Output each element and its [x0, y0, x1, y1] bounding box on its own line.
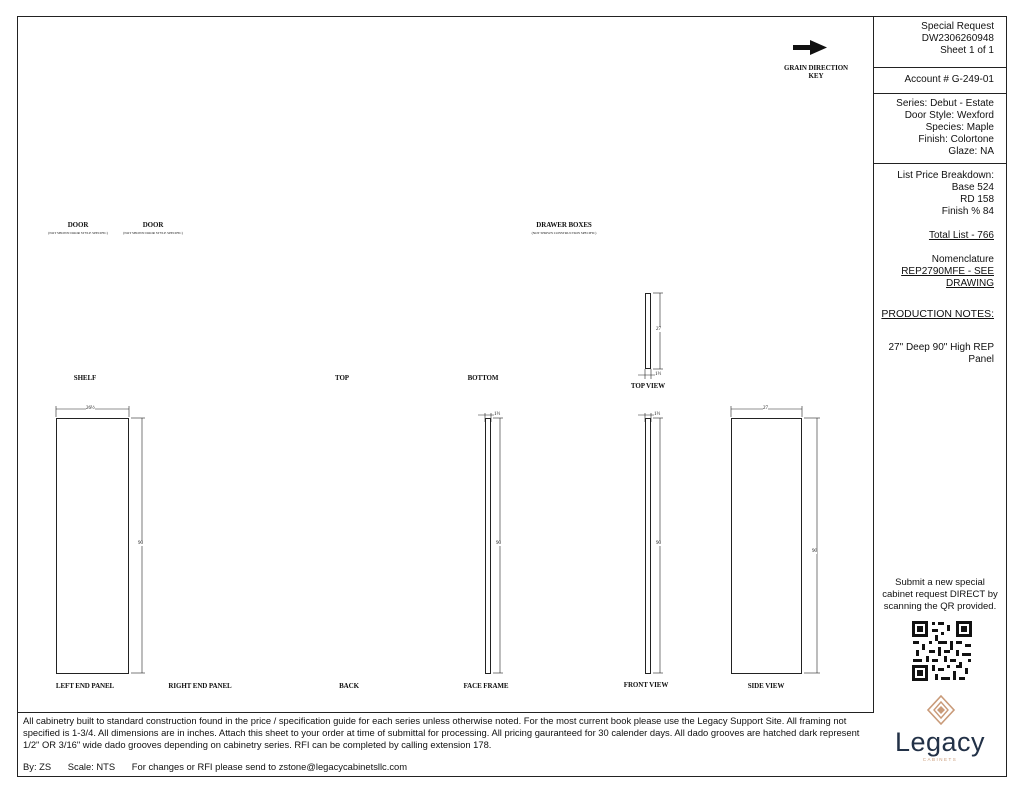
- glaze: Glaze: NA: [948, 146, 994, 157]
- production-note: 27" Deep 90" High REP: [888, 342, 994, 353]
- face-height-dim: 90: [496, 541, 501, 546]
- top-view-shape: [645, 293, 651, 369]
- legacy-logo-text: Legacy: [894, 727, 986, 757]
- series: Series: Debut - Estate: [896, 98, 994, 109]
- side-view-shape: [731, 418, 802, 674]
- top-label: TOP: [335, 374, 349, 382]
- account-number: Account # G-249-01: [904, 74, 994, 85]
- top-view-depth-dim: 27: [656, 327, 661, 332]
- footer-notes: All cabinetry built to standard construction found in the price / specification guide for each series unless otherwise noted. For the most current book please use the Legacy Support Site. All framing not specified is 1-3/4. All dimensions are in inches. Attach this sheet to your order at time of submittal for processing. All pricing gauranteed for 30 calender days. All dado grooves are hatched dark represent 1/2" OR 3/16" wide dado grooves depending on cabinetry series. RFI can be completed by calling extension 178.: [23, 715, 860, 750]
- sheet-number: Sheet 1 of 1: [940, 45, 994, 56]
- title-block: [874, 17, 1006, 776]
- production-notes-title: PRODUCTION NOTES:: [881, 308, 994, 320]
- drawer-boxes-sub-label: (NOT SHOWN CONSTRUCTION SPECIFIC): [531, 231, 597, 235]
- face-width-dim: 1½: [494, 412, 501, 417]
- face-frame-label: FACE FRAME: [463, 682, 509, 690]
- bottom-label: BOTTOM: [467, 374, 499, 382]
- contact-info: For changes or RFI please send to zstone@legacycabinetsllc.com: [131, 761, 408, 772]
- production-note-2: Panel: [968, 354, 994, 365]
- top-view-label: TOP VIEW: [630, 382, 666, 390]
- price-base: Base 524: [951, 182, 994, 193]
- pricing-section: [874, 164, 1006, 774]
- species: Species: Maple: [925, 122, 994, 133]
- qr-instructions: Submit a new special cabinet request DIRECT by scanning the QR provided.: [882, 577, 998, 612]
- request-section: [874, 17, 1006, 68]
- door-sub-label-1: (NOT SHOWN DOOR STYLE SPECIFIC): [48, 231, 108, 235]
- drawing-sheet: [17, 16, 1007, 777]
- total-list: Total List - 766: [928, 230, 994, 241]
- drawing-area: [18, 17, 874, 713]
- scale: Scale: NTS: [67, 761, 116, 772]
- front-height-dim: 90: [656, 541, 661, 546]
- door-label-2: DOOR: [142, 221, 164, 229]
- left-end-panel-label: LEFT END PANEL: [55, 682, 115, 690]
- specs-section: [874, 94, 1006, 164]
- door-label-1: DOOR: [67, 221, 89, 229]
- side-height-dim: 90: [812, 549, 817, 554]
- nomenclature-label: Nomenclature: [931, 254, 994, 265]
- drawn-by: By: ZS: [23, 761, 52, 772]
- front-view-shape: [645, 418, 651, 674]
- door-style: Door Style: Wexford: [904, 110, 994, 121]
- finish: Finish: Colortone: [918, 134, 994, 145]
- footer-info: [23, 761, 421, 772]
- price-finish: Finish % 84: [941, 206, 994, 217]
- front-width-dim: 1½: [654, 412, 661, 417]
- qr-code-icon[interactable]: [911, 620, 973, 682]
- legacy-logo-icon: [926, 695, 956, 731]
- shelf-label: SHELF: [73, 374, 97, 382]
- price-breakdown-title: List Price Breakdown:: [897, 170, 994, 181]
- side-view-label: SIDE VIEW: [747, 682, 785, 690]
- nomenclature-value-2: DRAWING: [946, 278, 994, 289]
- top-view-width-dim: 1½: [655, 372, 662, 377]
- right-end-panel-label: RIGHT END PANEL: [168, 682, 232, 690]
- left-height-dim: 90: [138, 541, 143, 546]
- door-sub-label-2: (NOT SHOWN DOOR STYLE SPECIFIC): [123, 231, 183, 235]
- face-frame-shape: [485, 418, 491, 674]
- front-view-label: FRONT VIEW: [623, 681, 669, 689]
- grain-direction-key-label: GRAIN DIRECTION KEY: [783, 64, 849, 80]
- side-width-dim: 27: [763, 406, 768, 411]
- legacy-logo-tagline: CABINETS: [922, 757, 958, 762]
- left-width-dim: 26½: [86, 406, 95, 411]
- special-request-label: Special Request: [921, 21, 994, 32]
- request-id: DW2306260948: [921, 33, 994, 44]
- back-label: BACK: [339, 682, 359, 690]
- nomenclature-value: REP2790MFE - SEE: [901, 266, 994, 277]
- drawer-boxes-label: DRAWER BOXES: [536, 221, 592, 229]
- left-end-panel-shape: [56, 418, 129, 674]
- grain-direction-arrow-icon: [793, 40, 827, 55]
- price-rd: RD 158: [960, 194, 994, 205]
- account-section: [874, 68, 1006, 94]
